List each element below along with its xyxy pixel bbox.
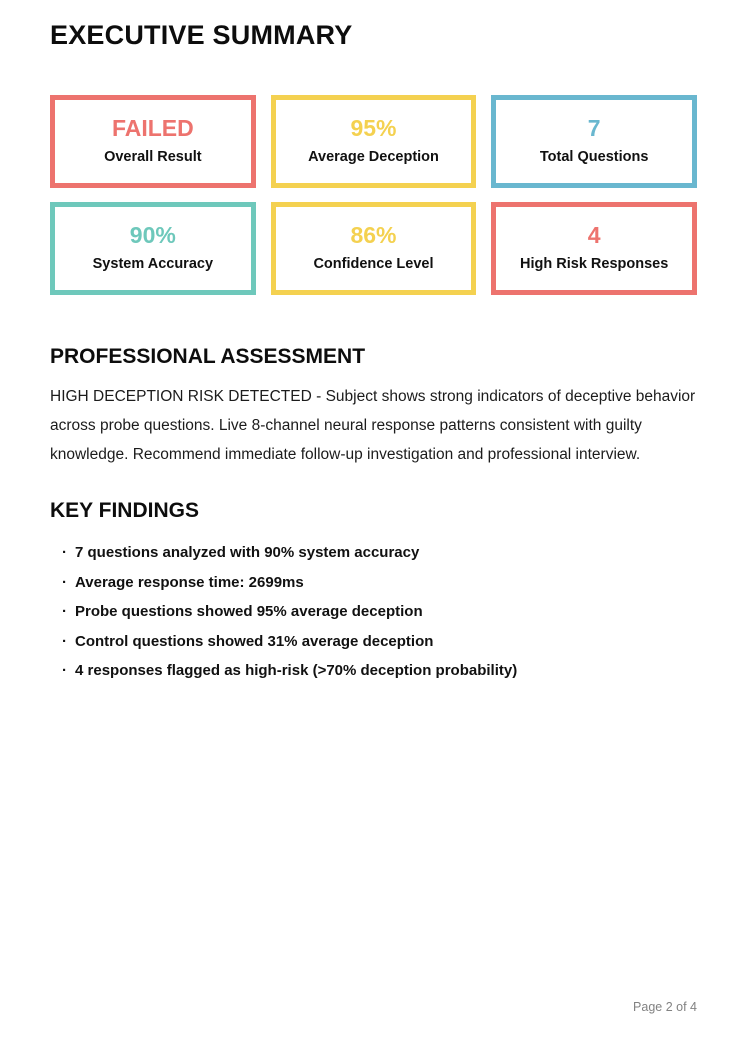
stat-card-label: System Accuracy	[92, 255, 214, 272]
stat-card-label: High Risk Responses	[520, 255, 669, 272]
stat-card-value: 86%	[350, 221, 397, 248]
stat-card-value: FAILED	[111, 114, 194, 141]
stat-card	[271, 202, 477, 295]
stat-card	[50, 202, 256, 295]
findings-heading: KEY FINDINGS	[50, 499, 199, 523]
key-findings-section	[50, 499, 697, 686]
stat-card-value: 90%	[129, 221, 176, 248]
professional-assessment-section	[50, 345, 697, 469]
stat-card-label: Average Deception	[308, 148, 439, 165]
stat-card-value: 95%	[350, 114, 397, 141]
stat-card-label: Total Questions	[539, 148, 649, 165]
stat-card	[491, 202, 697, 295]
findings-list	[50, 538, 697, 686]
stat-card-value: 7	[587, 114, 601, 141]
stat-card	[491, 95, 697, 188]
page-title: EXECUTIVE SUMMARY	[50, 20, 353, 50]
page-number: Page 2 of 4	[633, 1000, 697, 1014]
assessment-heading: PROFESSIONAL ASSESSMENT	[50, 345, 366, 369]
assessment-body-text: HIGH DECEPTION RISK DETECTED - Subject shows strong indicators of deceptive behavior across probe questions. Live 8-channel neural response patterns consistent with guilty knowledge. Recommend immediate follow-up investigation and professional interview.	[50, 388, 696, 464]
finding-item: · 4 responses flagged as high-risk (>70% deception probability)	[62, 656, 697, 686]
stat-card-value: 4	[587, 221, 601, 248]
stat-card-label: Confidence Level	[313, 255, 434, 272]
finding-item: · Probe questions showed 95% average deception	[62, 597, 697, 627]
stat-cards-grid	[50, 95, 697, 295]
finding-item: · Control questions showed 31% average deception	[62, 627, 697, 657]
finding-item: · 7 questions analyzed with 90% system accuracy	[62, 538, 697, 568]
stat-card-label: Overall Result	[104, 148, 202, 165]
stat-card	[271, 95, 477, 188]
stat-card	[50, 95, 256, 188]
finding-item: · Average response time: 2699ms	[62, 568, 697, 598]
